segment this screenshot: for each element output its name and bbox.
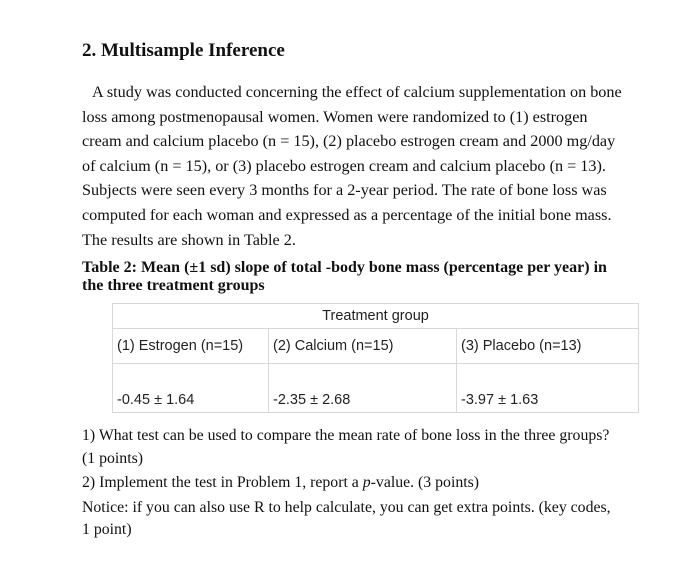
results-table: [112, 303, 639, 413]
question-2: [82, 472, 672, 495]
column-header-estrogen: (1) Estrogen (n=15): [113, 329, 269, 364]
question-2-suffix: -value. (3 points): [370, 474, 480, 491]
section-title: 2. Multisample Inference: [82, 40, 285, 61]
intro-line: of calcium (n = 15), or (3) placebo estrogen cream and calcium placebo (n = 13).: [82, 156, 606, 175]
value-estrogen: -0.45 ± 1.64: [113, 364, 269, 413]
treatment-group-header: Treatment group: [113, 304, 639, 329]
intro-paragraph: [82, 80, 642, 252]
intro-line: Subjects were seen every 3 months for a 2-year period. The rate of bone loss was: [82, 181, 607, 200]
questions: [82, 425, 672, 542]
question-1-points: (1 points): [82, 449, 143, 467]
intro-line: loss among postmenopausal women. Women were randomized to (1) estrogen: [82, 107, 588, 126]
intro-line: A study was conducted concerning the effect of calcium supplementation on bone: [92, 83, 622, 101]
intro-line: cream and calcium placebo (n = 15), (2) placebo estrogen cream and 2000 mg/day: [82, 132, 616, 151]
question-2-italic: p: [362, 474, 371, 491]
value-calcium: -2.35 ± 2.68: [269, 364, 457, 413]
table-caption-line: the three treatment groups: [82, 277, 265, 294]
question-1: 1) What test can be used to compare the mean rate of bone loss in the three groups?: [82, 427, 610, 444]
value-placebo: -3.97 ± 1.63: [457, 364, 639, 413]
table-header-row: [113, 304, 639, 329]
intro-line: The results are shown in Table 2.: [82, 230, 296, 249]
table-caption-line: Table 2: Mean (±1 sd) slope of total -body bone mass (percentage per year) in: [82, 259, 607, 276]
intro-line: computed for each woman and expressed as a percentage of the initial bone mass.: [82, 205, 612, 224]
notice-line: Notice: if you can also use R to help calculate, you can get extra points. (key codes,: [82, 498, 611, 516]
table-caption: [82, 259, 662, 295]
column-header-placebo: (3) Placebo (n=13): [457, 329, 639, 364]
table-row: [113, 364, 639, 413]
question-2-prefix: 2) Implement the test in Problem 1, report a: [82, 474, 363, 491]
table-column-row: [113, 329, 639, 364]
column-header-calcium: (2) Calcium (n=15): [269, 329, 457, 364]
notice-line: 1 point): [82, 521, 132, 538]
